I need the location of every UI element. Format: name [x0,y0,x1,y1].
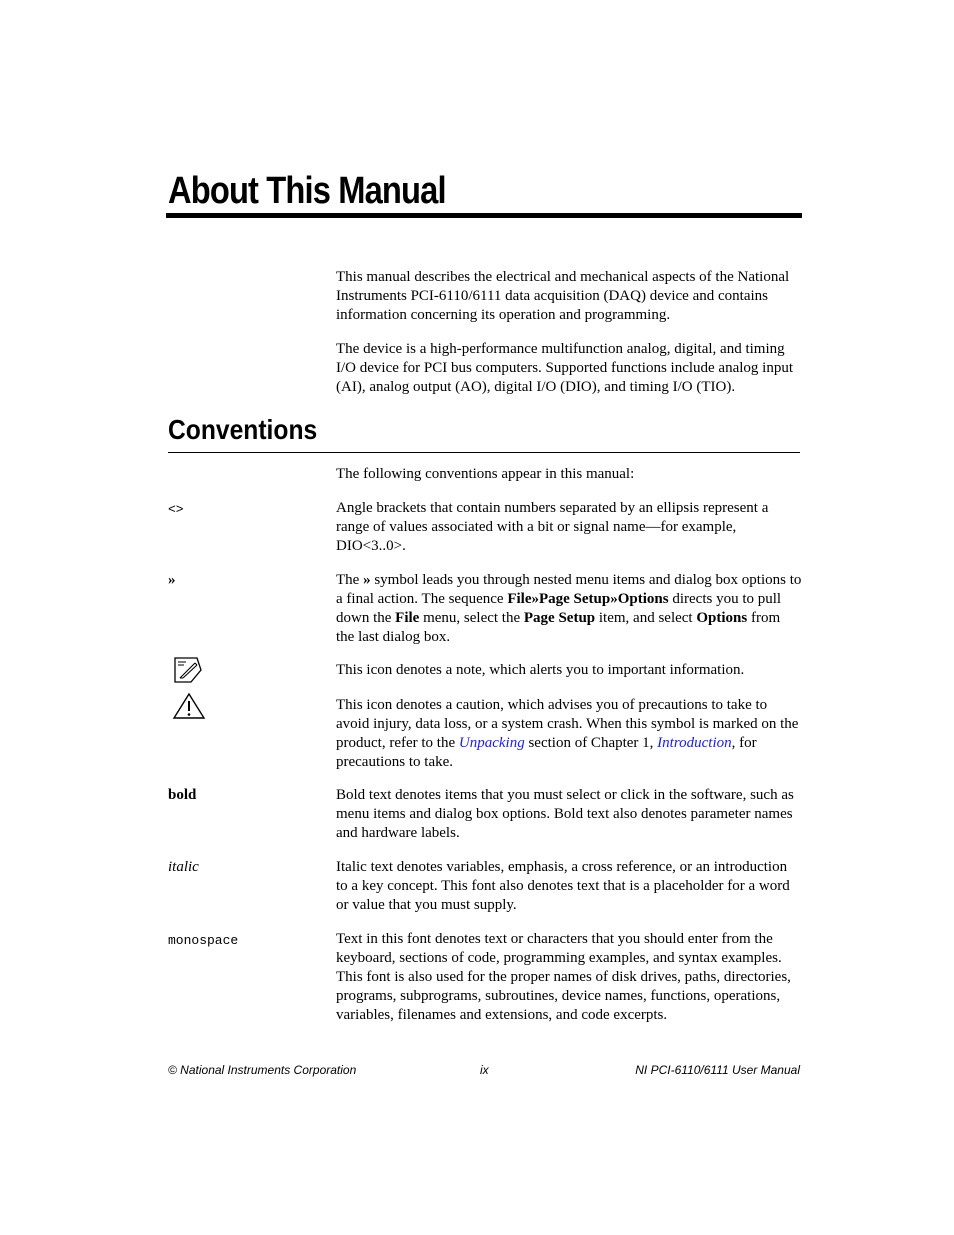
footer-page-number: ix [480,1063,489,1077]
monospace-label: monospace [168,933,239,948]
introduction-link[interactable]: Introduction [657,735,732,751]
italic-label: italic [168,859,199,875]
monospace-text: Text in this font denotes text or characters that you should enter from the keyboard, sections of code, programming examples, and syntax examples. This font is also used for the proper names of disk drives, paths, directories, programs, subprograms, subroutines, device names, functions, operations, variables, filenames and extensions, and code excerpts. [336,931,791,1023]
bold-text: Bold text denotes items that you must select or click in the software, such as menu items and dialog box options. Bold text also denotes parameter names and hardware labels. [336,787,794,841]
title-rule [166,213,802,218]
italic-text: Italic text denotes variables, emphasis, a cross reference, or an introduction to a key concept. This font also denotes text that is a placeholder for a word or value that you must supply. [336,859,790,913]
chevron-label: » [168,572,176,588]
conventions-rule [168,452,800,453]
conventions-lead: The following conventions appear in this manual: [336,466,635,482]
caution-text: This icon denotes a caution, which advises you of precautions to take to avoid injury, data loss, or a system crash. When this symbol is marked on the product, refer to the Unpacking section of Chapter 1, Introduction, for precautions to take. [336,697,799,770]
note-text: This icon denotes a note, which alerts you to important information. [336,662,745,678]
footer-copyright: © National Instruments Corporation [168,1063,357,1077]
angle-brackets-text: Angle brackets that contain numbers separated by an ellipsis represent a range of values associated with a bit or signal name—for example, DIO<3..0>. [336,500,769,554]
angle-brackets-label: <> [168,502,184,517]
chevron-text: The » symbol leads you through nested menu items and dialog box options to a final action. The sequence File»Page Setup»Options directs you to pull down the File menu, select the Page Setup item, and select Options from the last dialog box. [336,572,802,645]
intro-paragraph-1: This manual describes the electrical and mechanical aspects of the National Instruments PCI-6110/6111 data acquisition (DAQ) device and contains information concerning its operation and programming. [336,269,790,323]
page-title: About This Manual [168,170,446,212]
bold-label: bold [168,787,197,803]
note-icon [172,656,204,689]
intro-paragraph-2: The device is a high-performance multifunction analog, digital, and timing I/O device for PCI bus computers. Supported functions include analog input (AI), analog output (AO), digital I/O (DIO), and timing I/O (TIO). [336,341,793,395]
unpacking-link[interactable]: Unpacking [458,735,525,751]
conventions-heading: Conventions [168,414,318,445]
footer-manual-title: NI PCI-6110/6111 User Manual [635,1063,800,1077]
caution-icon [172,692,206,725]
